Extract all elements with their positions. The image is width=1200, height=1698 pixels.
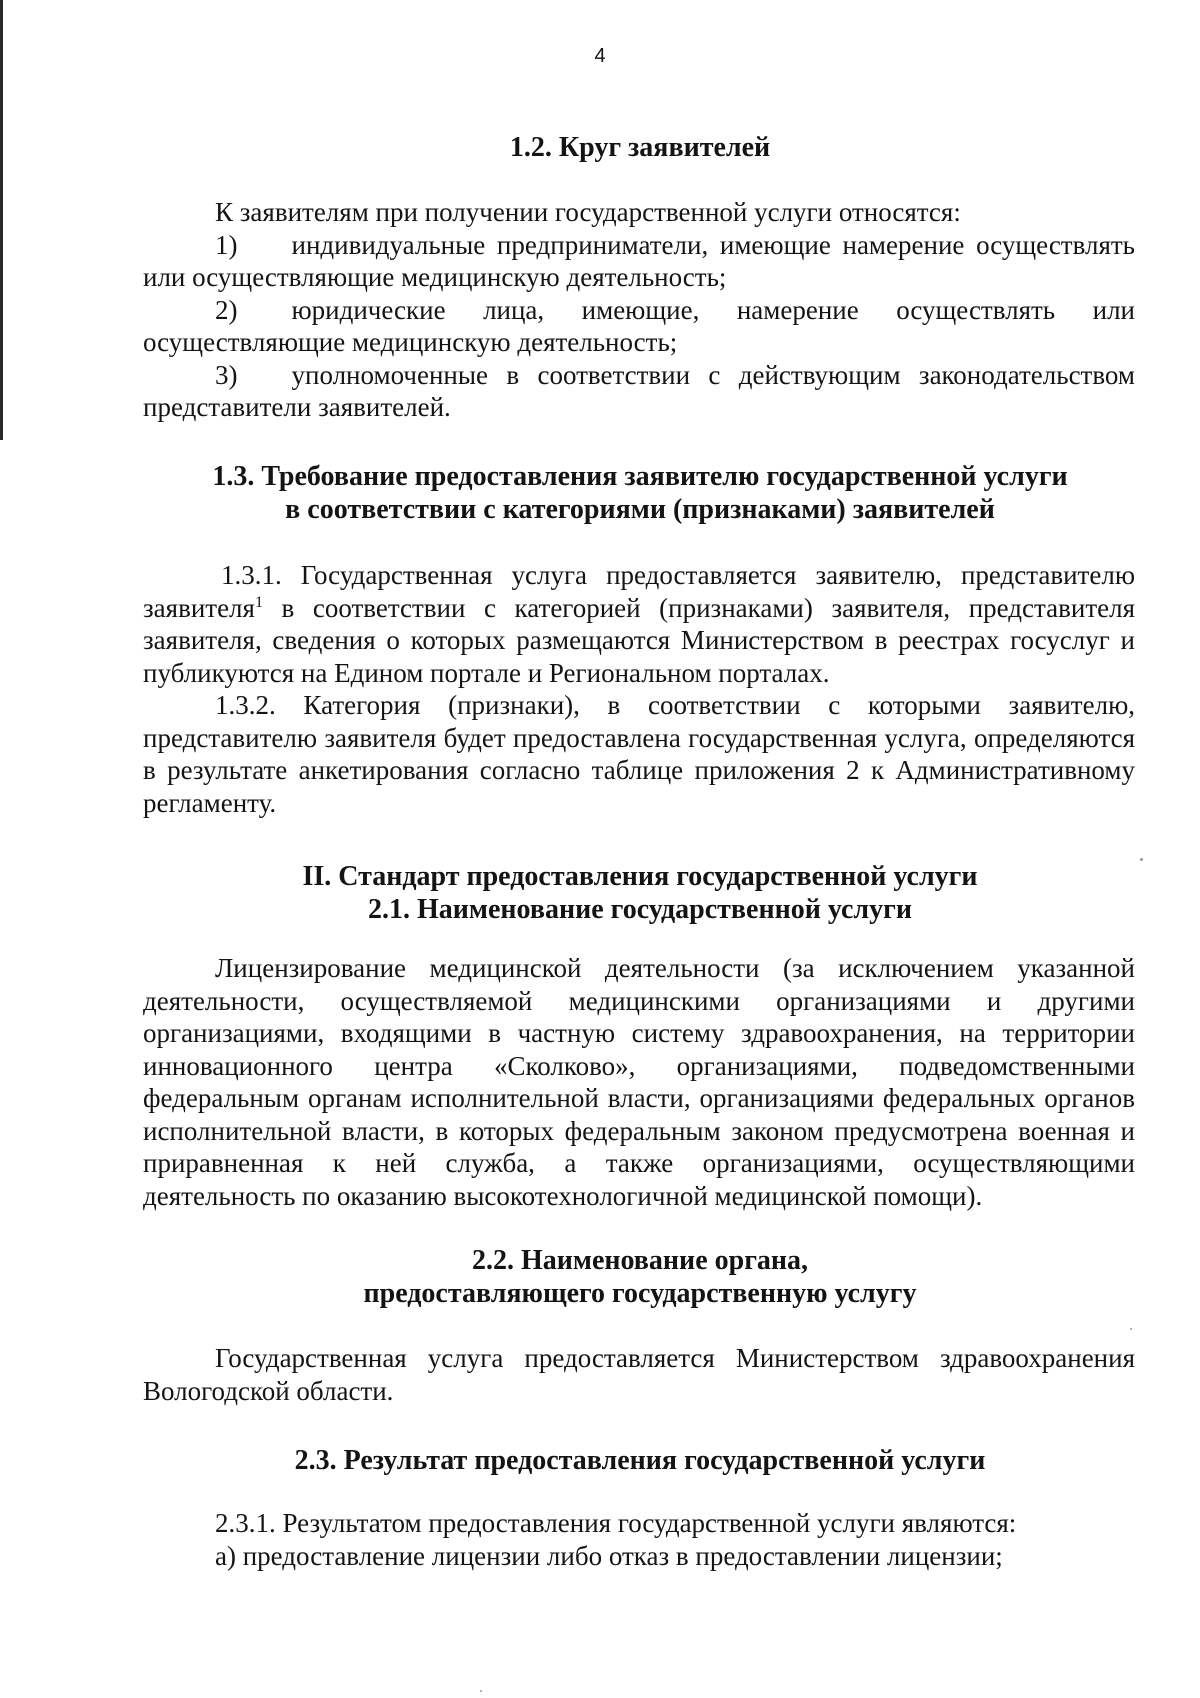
section-1-3-body — [143, 559, 1135, 819]
page-number: 4 — [594, 45, 606, 67]
section-2-1-body — [143, 952, 1135, 1212]
section-2-2-heading-line1: 2.2. Наименование органа, — [471, 1245, 809, 1276]
footnote-marker: 1 — [254, 593, 263, 611]
paragraph-1-3-1-rest: в соответствии с категорией (признаками) заявителя, представителя заявителя, сведения о которых размещаются Министерством в реестрах госуслуг и публикуются на Едином портале и Региональном порталах. — [143, 592, 1135, 688]
paragraph-2-1: Лицензирование медицинской деятельности (за исключением указанной деятельности, осуществляемой медицинскими организациями и другими организациями, входящими в частную систему здравоохранения, на территории инновационного центра «Сколково», организациями, подведомственными федеральным органам исполнительной власти, организациями федеральных органов исполнительной власти, в которых федеральным законом предусмотрена военная и приравненная к ней служба, а также организациями, осуществляющими деятельность по оказанию высокотехнологичной медицинской помощи). — [143, 953, 1135, 1211]
section-2-3-heading: 2.3. Результат предоставления государственной услуги — [294, 1445, 986, 1476]
section-1-3-heading — [140, 460, 1140, 526]
section-1-3-heading-line1: 1.3. Требование предоставления заявителю государственной услуги — [212, 461, 1068, 492]
section-1-3-heading-line2: в соответствии с категориями (признаками) заявителей — [285, 494, 995, 525]
scan-speck — [480, 1690, 482, 1692]
scan-speck — [1130, 1328, 1132, 1330]
paragraph-1-3-1-start: 1.3.1. Государственная услуга предоставляется заявителю, представителю заявителя — [143, 560, 1135, 623]
list-item: 1) индивидуальные предприниматели, имеющие намерение осуществлять или осуществляющие медицинскую деятельность; — [143, 229, 1135, 292]
section-1-2-body — [143, 196, 1135, 424]
section-2-3-body — [143, 1507, 1135, 1572]
section-2-heading — [140, 860, 1140, 926]
scan-speck — [1140, 858, 1143, 861]
paragraph-1-3-1 — [143, 559, 1135, 689]
section-1-2-intro: К заявителям при получении государственной услуги относятся: — [215, 197, 961, 227]
list-item: 3) уполномоченные в соответствии с действующим законодательством представители заявителей. — [143, 359, 1135, 422]
section-2-1-heading: 2.1. Наименование государственной услуги — [368, 894, 912, 925]
paragraph-2-2: Государственная услуга предоставляется Министерством здравоохранения Вологодской области. — [143, 1343, 1135, 1406]
section-2-2-heading-line2: предоставляющего государственную услугу — [363, 1278, 917, 1309]
paragraph-1-3-2: 1.3.2. Категория (признаки), в соответствии с которыми заявителю, представителю заявителя будет предоставлена государственная услуга, определяются в результате анкетирования согласно таблице приложения 2 к Административному регламенту. — [143, 690, 1135, 818]
section-1-2-heading: 1.2. Круг заявителей — [509, 132, 771, 163]
paragraph-2-3-1-a: а) предоставление лицензии либо отказ в предоставлении лицензии; — [215, 1540, 1003, 1571]
paragraph-2-3-1: 2.3.1. Результатом предоставления государственной услуги являются: — [215, 1508, 1017, 1538]
section-2-2-heading — [140, 1244, 1140, 1310]
section-2-heading-line1: II. Стандарт предоставления государственной услуги — [302, 861, 978, 892]
section-2-2-body — [143, 1342, 1135, 1407]
list-item: 2) юридические лица, имеющие, намерение осуществлять или осуществляющие медицинскую деятельность; — [143, 294, 1135, 357]
